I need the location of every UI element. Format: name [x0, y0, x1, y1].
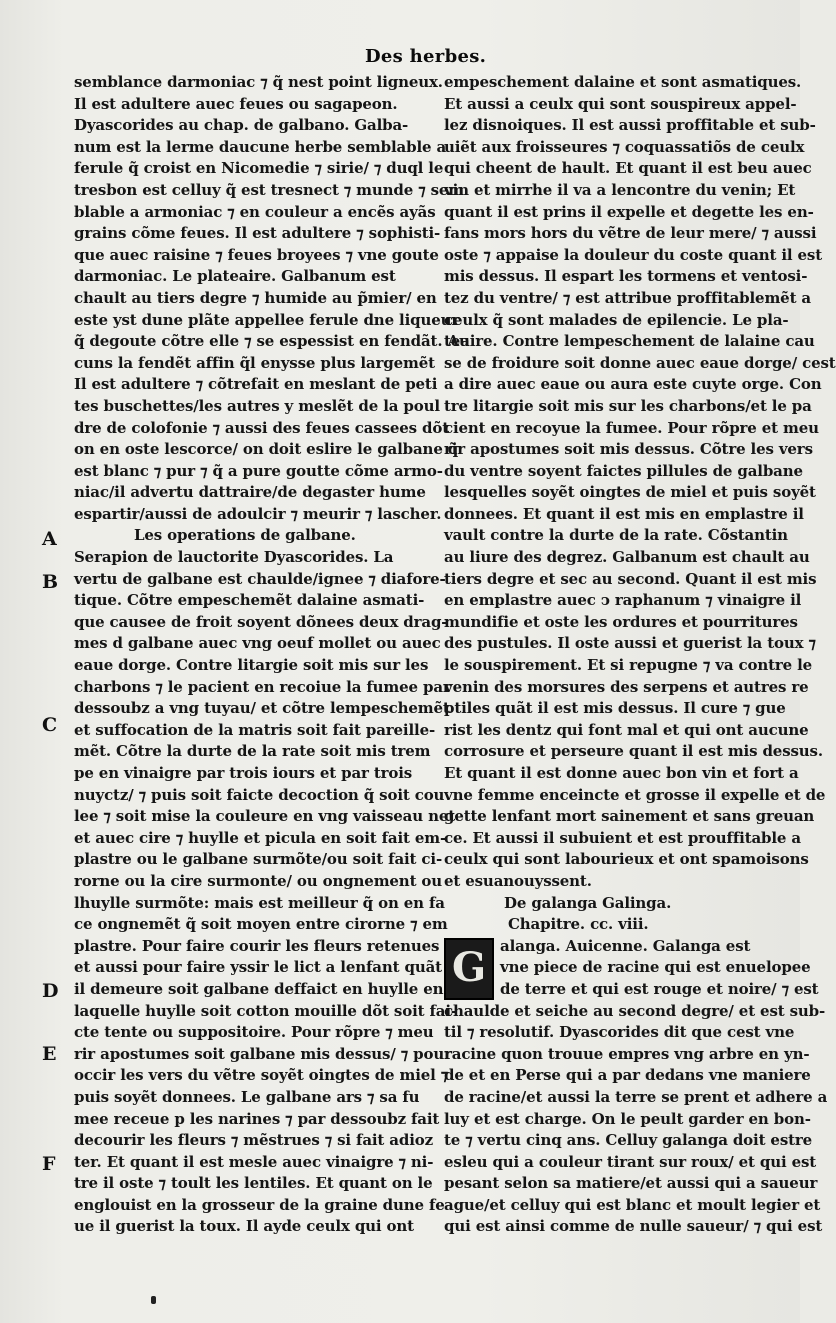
text-line: venin des morsures des serpens et autres re — [444, 677, 809, 696]
text-line: num est la lerme daucune herbe semblable a — [74, 137, 447, 156]
text-line: racine quon trouue empres vng arbre en yn- — [444, 1044, 810, 1063]
text-line: cte tente ou suppositoire. Pour rõpre ⁊ meu — [74, 1023, 434, 1042]
text-line: espartir/aussi de adoulcir ⁊ meurir ⁊ lascher. — [74, 504, 442, 523]
text-line: tiers degre et sec au second. Quant il est mis — [444, 569, 817, 588]
text-line: teaire. Contre lempeschement de lalaine cau — [444, 332, 815, 351]
text-line: nuyctz/ ⁊ puis soit faicte decoction q̃ soit cou — [74, 785, 445, 804]
text-line: este yst dune plãte appellee ferule dne liqueur — [74, 310, 460, 329]
text-line: pe en vinaigre par trois iours et par trois — [74, 764, 413, 782]
text-line: niac/il advertu dattraire/de degaster hume — [74, 483, 426, 502]
text-line: tre il oste ⁊ toult les lentiles. Et quant on le — [74, 1174, 433, 1193]
text-line: decourir les fleurs ⁊ mẽstrues ⁊ si fait adioz — [74, 1131, 433, 1150]
text-line: gette lenfant mort sainement et sans greuan — [444, 807, 815, 826]
text-line: a dire auec eaue ou aura este cuyte orge. Con — [444, 375, 822, 394]
ink-speck — [151, 1296, 156, 1304]
text-line: Chapitre. cc. viii. — [508, 915, 649, 934]
text-line: til ⁊ resolutif. Dyascorides dit que cest vne — [444, 1023, 795, 1042]
text-line: charbons ⁊ le pacient en recoiue la fumee par — [74, 677, 451, 696]
text-line: ague/et celluy qui est blanc et moult legier et — [444, 1195, 821, 1214]
text-line: te ⁊ vertu cinq ans. Celluy galanga doit estre — [444, 1131, 813, 1150]
text-line: au liure des degrez. Galbanum est chault au — [444, 548, 810, 567]
text-line: ter. Et quant il est mesle auec vinaigre ⁊ ni- — [74, 1152, 434, 1171]
text-line: vin et mirrhe il va a lencontre du venin; Et — [444, 180, 796, 199]
text-line: darmoniac. Le plateaire. Galbanum est — [74, 267, 396, 286]
text-line: tez du ventre/ ⁊ est attribue proffitablemẽt a — [444, 288, 811, 307]
margin-letter-a: A — [42, 528, 57, 550]
text-line: dre de colofonie ⁊ aussi des feues cassees dõt — [74, 418, 450, 437]
section-heading: Les operations de galbane. — [134, 526, 356, 545]
text-line: uiẽt aux froisseures ⁊ coquassatiõs de ceulx — [444, 137, 805, 156]
margin-letter-b: B — [42, 571, 59, 593]
decorated-initial-letter: G — [444, 938, 494, 1000]
text-line: donnees. Et quant il est mis en emplastre il — [444, 504, 804, 523]
text-line: vne piece de racine qui est enuelopee — [500, 958, 811, 977]
margin-letter-e: E — [42, 1043, 57, 1065]
text-line: esleu qui a couleur tirant sur roux/ et qui est — [444, 1152, 817, 1171]
text-line: Et quant il est donne auec bon vin et fort a — [444, 764, 799, 782]
text-line: tes buschettes/les autres y meslẽt de la poul — [74, 396, 440, 415]
margin-letter-c: C — [42, 714, 58, 736]
text-line: mes d galbane auec vng oeuf mollet ou auec — [74, 634, 441, 653]
text-line: vne femme enceincte et grosse il expelle et de — [444, 785, 826, 804]
right-column — [444, 72, 836, 1238]
text-line: rist les dentz qui font mal et qui ont aucune — [444, 720, 809, 739]
text-line: se de froidure soit donne auec eaue dorge/ cest — [444, 353, 836, 372]
text-line: tique. Cõtre empeschemẽt dalaine asmati- — [74, 591, 425, 610]
text-line: mundifie et oste les ordures et pourritures — [444, 612, 798, 631]
text-line: en emplastre auec ↄ raphanum ⁊ vinaigre il — [444, 591, 802, 610]
text-line: lhuylle surmõte: mais est meilleur q̃ on en fa — [74, 893, 445, 912]
text-line: vault contre la durte de la rate. Cõstantin — [444, 526, 788, 545]
text-line: oste ⁊ appaise la douleur du coste quant il est — [444, 245, 823, 264]
text-line: cient en recoyue la fumee. Pour rõpre et meu — [444, 418, 819, 437]
text-line: semblance darmoniac ⁊ q̃ nest point ligneux. — [74, 73, 443, 91]
left-column — [74, 72, 470, 1238]
text-line: et suffocation de la matris soit fait pareille- — [74, 720, 436, 739]
text-line: il demeure soit galbane deffaict en huylle en — [74, 979, 444, 998]
section-heading: De galanga Galinga. — [504, 893, 672, 912]
text-line: de racine/et aussi la terre se prent et adhere a — [444, 1087, 828, 1106]
text-line: mis dessus. Il espart les tormens et ventosi- — [444, 267, 808, 286]
text-line: laquelle huylle soit cotton mouille dõt soit fai- — [74, 1001, 457, 1020]
text-line: mee receue p les narines ⁊ par dessoubz fait — [74, 1109, 440, 1128]
text-line: Il est adultere auec feues ou sagapeon. — [74, 94, 398, 113]
text-line: puis soyẽt donnees. Le galbane ars ⁊ sa fu — [74, 1087, 420, 1106]
text-line: et auec cire ⁊ huylle et picula en soit fait em- — [74, 828, 447, 847]
text-line: ptiles quãt il est mis dessus. Il cure ⁊ gue — [444, 699, 786, 718]
text-line: Serapion de lauctorite Dyascorides. La — [74, 548, 394, 567]
text-line: Dyascorides au chap. de galbano. Galba- — [74, 116, 409, 135]
text-line: plastre ou le galbane surmõte/ou soit fait ci- — [74, 850, 443, 869]
text-line: qui cheent de hault. Et quant il est beu auec — [444, 159, 812, 178]
text-line: chault au tiers degre ⁊ humide au p̃mier/ en — [74, 288, 437, 307]
text-line: ferule q̃ croist en Nicomedie ⁊ sirie/ ⁊ duql le — [74, 159, 444, 178]
text-line: alanga. Auicenne. Galanga est — [500, 936, 751, 955]
text-line: chaulde et seiche au second degre/ et est sub- — [444, 1001, 826, 1020]
text-line: plastre. Pour faire courir les fleurs retenues — [74, 936, 440, 955]
text-line: est blanc ⁊ pur ⁊ q̃ a pure goutte cõme armo- — [74, 461, 443, 480]
text-line: ceulx q̃ sont malades de epilencie. Le pla- — [444, 310, 789, 329]
text-line: que auec raisine ⁊ feues broyees ⁊ vne goute — [74, 245, 439, 264]
text-line: rir apostumes soit mis dessus. Cõtre les vers — [444, 440, 813, 459]
text-line: occir les vers du vẽtre soyẽt oingtes de miel ⁊ — [74, 1066, 449, 1085]
text-line: tresbon est celluy q̃ est tresnect ⁊ munde ⁊ sem — [74, 180, 465, 199]
running-head: Des herbes. — [365, 46, 487, 67]
text-line: fans mors hors du vẽtre de leur mere/ ⁊ aussi — [444, 224, 817, 243]
chapter-opening — [444, 936, 819, 1001]
text-line: on en oste lescorce/ on doit eslire le galbane q̃ — [74, 440, 459, 459]
text-line: et esuanouyssent. — [444, 871, 592, 890]
text-line: cuns la fendẽt affin q̃l enysse plus largemẽt — [74, 353, 435, 372]
text-line: tre litargie soit mis sur les charbons/et le pa — [444, 396, 812, 415]
margin-letter-f: F — [42, 1153, 56, 1175]
text-line: et aussi pour faire yssir le lict a lenfant quãt — [74, 958, 442, 977]
text-line: eaue dorge. Contre litargie soit mis sur les — [74, 656, 429, 675]
text-line: lee ⁊ soit mise la couleure en vng vaisseau net — [74, 807, 456, 826]
text-line: ce. Et aussi il subuient et est prouffitable a — [444, 828, 801, 847]
text-line: ue il guerist la toux. Il ayde ceulx qui ont — [74, 1217, 414, 1236]
text-line: des pustules. Il oste aussi et guerist la toux ⁊ — [444, 634, 816, 653]
text-line: dessoubz a vng tuyau/ et cõtre lempeschemẽt — [74, 699, 450, 718]
text-line: rir apostumes soit galbane mis dessus/ ⁊ pour — [74, 1044, 452, 1063]
text-line: mẽt. Cõtre la durte de la rate soit mis trem — [74, 742, 431, 761]
text-line: vertu de galbane est chaulde/ignee ⁊ diafore- — [74, 569, 446, 588]
text-line: du ventre soyent faictes pillules de galbane — [444, 461, 803, 480]
text-line: de et en Perse qui a par dedans vne maniere — [444, 1066, 811, 1085]
text-line: que causee de froit soyent dõnees deux drag- — [74, 612, 448, 631]
margin-letter-d: D — [42, 980, 59, 1002]
text-line: rorne ou la cire surmonte/ ou ongnement ou — [74, 871, 443, 890]
text-line: luy et est charge. On le peult garder en bon- — [444, 1109, 811, 1128]
text-line: pesant selon sa matiere/et aussi qui a saueur — [444, 1174, 818, 1193]
text-line: blable a armoniac ⁊ en couleur a encẽs ayãs — [74, 202, 436, 221]
text-line: lez disnoiques. Il est aussi proffitable et sub- — [444, 116, 816, 135]
text-line: Il est adultere ⁊ cõtrefait en meslant de peti — [74, 375, 438, 394]
text-line: ce ongnemẽt q̃ soit moyen entre cirorne ⁊ em — [74, 915, 448, 934]
text-line: lesquelles soyẽt oingtes de miel et puis soyẽt — [444, 483, 816, 502]
text-line: empeschement dalaine et sont asmatiques. — [444, 73, 802, 91]
text-line: Et aussi a ceulx qui sont souspireux appel- — [444, 94, 797, 113]
text-line: grains cõme feues. Il est adultere ⁊ sophisti- — [74, 224, 441, 243]
text-line: ceulx qui sont labourieux et ont spamoisons — [444, 850, 809, 869]
text-line: q̃ degoute cõtre elle ⁊ se espessist en fendãt. Au — [74, 332, 470, 351]
text-line: de terre et qui est rouge et noire/ ⁊ est — [500, 979, 819, 998]
text-line: le souspirement. Et si repugne ⁊ va contre le — [444, 656, 813, 675]
text-line: englouist en la grosseur de la graine dune fe — [74, 1195, 445, 1214]
text-line: quant il est prins il expelle et degette les en- — [444, 202, 814, 221]
text-line: qui est ainsi comme de nulle saueur/ ⁊ qui est — [444, 1217, 823, 1236]
text-line: corrosure et perseure quant il est mis dessus. — [444, 742, 823, 761]
